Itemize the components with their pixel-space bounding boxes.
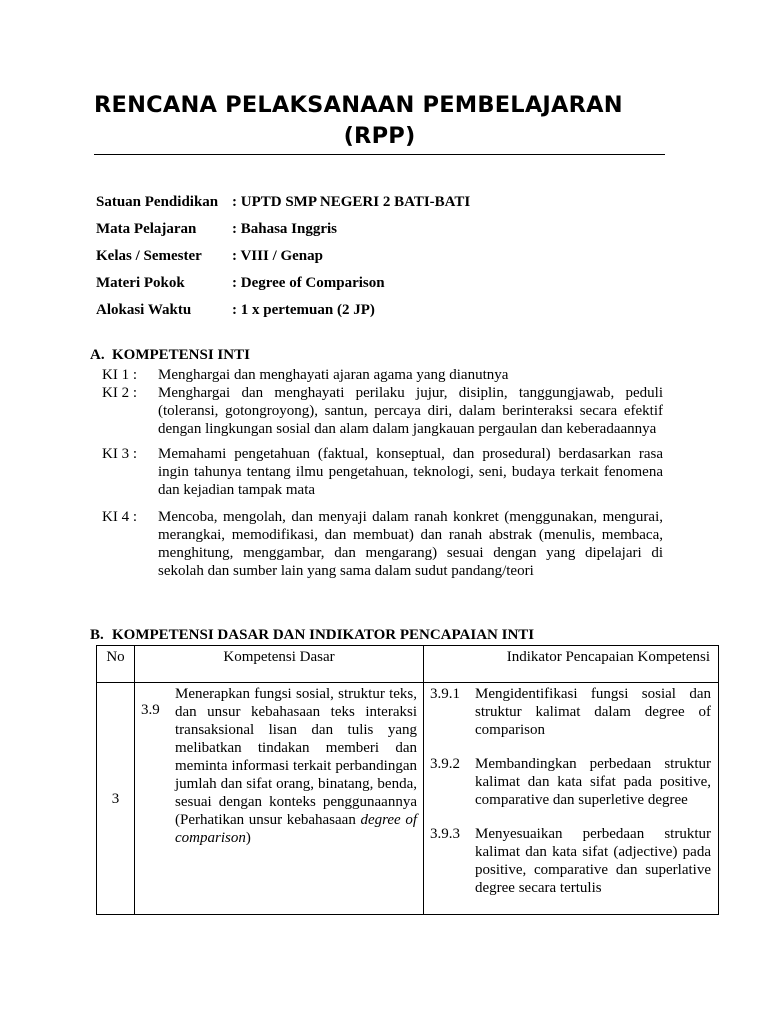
indicator-item: [430, 755, 711, 809]
header-indikator: Indikator Pencapaian Kompetensi: [424, 646, 719, 683]
identity-block: [96, 192, 470, 327]
ki-item-4: [102, 508, 663, 580]
identity-row: [96, 273, 470, 300]
indicator-text: Membandingkan perbedaan struktur kalimat dan kata sifat pada positive, comparative dan superletive degree: [475, 756, 711, 808]
indicator-number: 3.9.2: [430, 756, 460, 772]
row-number: 3: [97, 683, 135, 915]
identity-key: Materi Pokok: [96, 275, 185, 291]
header-kompetensi-dasar: Kompetensi Dasar: [135, 646, 424, 683]
ki-label: KI 1 :: [102, 367, 137, 383]
kd-text: Menerapkan fungsi sosial, struktur teks, dan unsur kebahasaan teks interaksi transaksional lisan dan tulis yang melibatkan tindakan memberi dan meminta informasi terkait perbandingan jumlah dan sifat orang, binatang, benda, sesuai dengan konteks penggunaannya (Perhatikan unsur kebahasaan degree of comparison): [175, 686, 417, 846]
section-a-title: KOMPETENSI INTI: [112, 347, 250, 363]
ki-item-1: [102, 366, 663, 384]
ki-label: KI 2 :: [102, 385, 137, 401]
indicator-item: [430, 825, 711, 897]
ki-item-3: [102, 445, 663, 499]
header-no: No: [97, 646, 135, 683]
ki-text: Menghargai dan menghayati ajaran agama yang dianutnya: [158, 367, 509, 383]
ki-item-2: [102, 384, 663, 438]
ki-text: Mencoba, mengolah, dan menyaji dalam ranah konkret (menggunakan, mengurai, merangkai, memodifikasi, dan membuat) dan ranah abstrak (menulis, membaca, menghitung, menggambar, dan mengarang) sesuai dengan yang dipelajari di sekolah dan sumber lain yang sama dalam sudut pandang/teori: [158, 509, 663, 579]
indicator-text: Menyesuaikan perbedaan struktur kalimat dan kata sifat (adjective) pada positive, comparative dan superlative degree secara tertulis: [475, 826, 711, 896]
section-a-letter: A.: [90, 347, 105, 363]
kd-number: 3.9: [141, 702, 160, 718]
identity-value: : Bahasa Inggris: [232, 221, 338, 237]
indicator-number: 3.9.1: [430, 686, 460, 702]
kd-table: [96, 645, 719, 915]
identity-row: [96, 219, 470, 246]
identity-key: Alokasi Waktu: [96, 302, 192, 318]
identity-value: : VIII / Genap: [232, 248, 323, 264]
section-b-title: KOMPETENSI DASAR DAN INDIKATOR PENCAPAIAN INTI: [112, 627, 535, 643]
title-line-2: (RPP): [343, 123, 416, 149]
ki-label: KI 3 :: [102, 446, 137, 462]
indicator-text: Mengidentifikasi fungsi sosial dan struktur kalimat dalam degree of comparison: [475, 686, 711, 738]
identity-value: : 1 x pertemuan (2 JP): [232, 302, 375, 318]
indicator-item: [430, 685, 711, 739]
section-b-letter: B.: [90, 627, 104, 643]
title-line-1: RENCANA PELAKSANAAN PEMBELAJARAN: [94, 92, 623, 118]
kd-italic-term: degree of comparison: [175, 812, 417, 846]
indicator-number: 3.9.3: [430, 826, 460, 842]
identity-key: Kelas / Semester: [96, 248, 202, 264]
identity-row: [96, 246, 470, 273]
identity-row: [96, 192, 470, 219]
ki-text: Memahami pengetahuan (faktual, konseptual, dan prosedural) berdasarkan rasa ingin tahunya tentang ilmu pengetahuan, teknologi, seni, budaya terkait fenomena dan kejadian tampak mata: [158, 446, 663, 498]
identity-value: : UPTD SMP NEGERI 2 BATI-BATI: [232, 194, 471, 210]
table-row: [97, 683, 719, 915]
indikator-cell: [424, 683, 719, 915]
section-b-heading: [90, 626, 534, 644]
ki-label: KI 4 :: [102, 509, 137, 525]
identity-row: [96, 300, 470, 327]
document-title: [94, 90, 665, 155]
table-header-row: [97, 646, 719, 683]
identity-value: : Degree of Comparison: [232, 275, 385, 291]
ki-text: Menghargai dan menghayati perilaku jujur, disiplin, tanggungjawab, peduli (toleransi, gotongroyong), santun, percaya diri, dalam berinteraksi secara efektif dengan lingkungan sosial dan alam dalam jangkauan pergaulan dan keberadaannya: [158, 385, 663, 437]
identity-key: Mata Pelajaran: [96, 221, 197, 237]
section-a-heading: [90, 346, 250, 364]
kd-cell: [135, 683, 424, 915]
identity-key: Satuan Pendidikan: [96, 194, 219, 210]
